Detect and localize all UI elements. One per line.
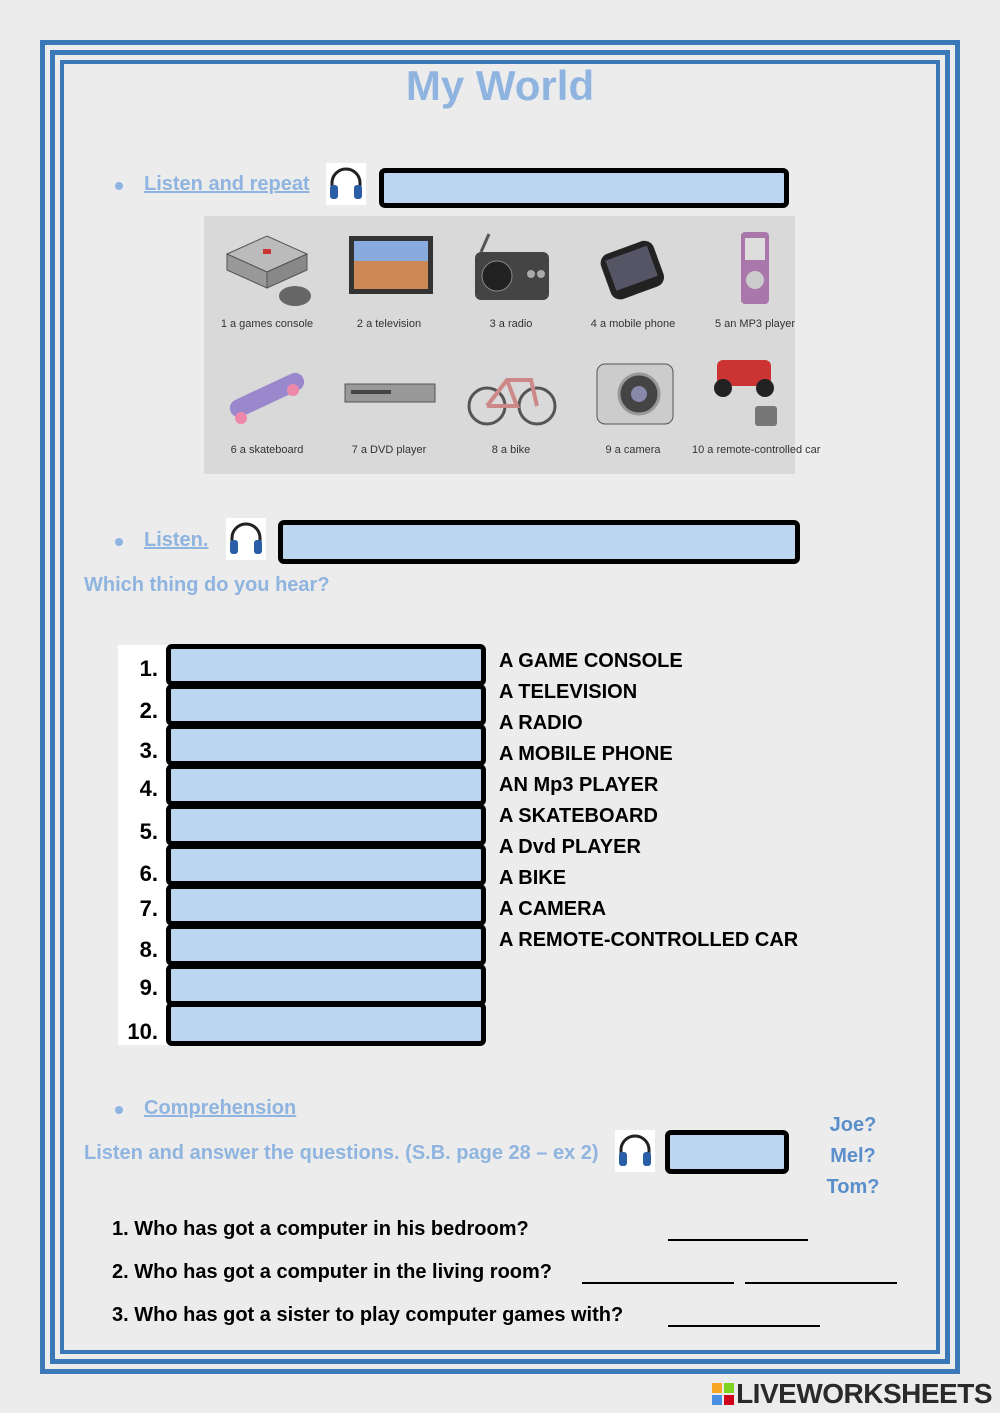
option-label: A RADIO <box>499 712 583 734</box>
headphones-icon[interactable] <box>226 518 266 560</box>
answer-blank-2b[interactable] <box>745 1282 897 1284</box>
question-3: 3. Who has got a sister to play computer games with? <box>112 1304 624 1326</box>
item-number: 5. <box>139 819 158 844</box>
logo-icon <box>712 1380 734 1402</box>
bullet-icon <box>115 182 123 190</box>
option-label: A CAMERA <box>499 898 607 920</box>
bike-icon <box>461 350 561 440</box>
which-thing-question: Which thing do you hear? <box>84 574 330 596</box>
dvd-player-icon <box>339 350 439 440</box>
answer-field-4[interactable] <box>166 764 486 806</box>
answer-field-1[interactable] <box>166 644 486 686</box>
remote-car-icon <box>697 350 797 440</box>
audio-player-field-2[interactable] <box>278 520 800 564</box>
number-column <box>118 645 168 1045</box>
picture-radio: 3 a radio <box>456 224 566 330</box>
answer-field-9[interactable] <box>166 964 486 1006</box>
skateboard-icon <box>217 350 317 440</box>
picture-dvd-player: 7 a DVD player <box>334 350 444 456</box>
item-number: 2. <box>139 698 158 723</box>
question-2: 2. Who has got a computer in the living room? <box>112 1261 553 1283</box>
answer-blank-1[interactable] <box>668 1239 808 1241</box>
option-label: AN Mp3 PLAYER <box>499 774 659 796</box>
audio-player-field-3[interactable] <box>665 1130 789 1174</box>
item-number: 7. <box>139 896 158 921</box>
option-label: A TELEVISION <box>499 681 638 703</box>
comprehension-instruction: Listen and answer the questions. (S.B. page 28 – ex 2) <box>84 1142 599 1164</box>
name-option: Tom? <box>826 1176 880 1198</box>
question-1: 1. Who has got a computer in his bedroom? <box>112 1218 529 1240</box>
answer-field-10[interactable] <box>166 1002 486 1046</box>
item-number: 8. <box>139 937 158 962</box>
answer-blank-2a[interactable] <box>582 1282 734 1284</box>
option-label: A MOBILE PHONE <box>499 743 673 765</box>
name-option: Mel? <box>830 1145 876 1167</box>
radio-icon <box>461 224 561 314</box>
option-label: A GAME CONSOLE <box>499 650 683 672</box>
picture-mobile-phone: 4 a mobile phone <box>578 224 688 330</box>
option-label: A BIKE <box>499 867 567 889</box>
section-listen-repeat-heading: Listen and repeat <box>144 173 310 195</box>
answer-blank-3[interactable] <box>668 1325 820 1327</box>
section-comprehension-heading: Comprehension <box>144 1097 297 1119</box>
picture-bike: 8 a bike <box>456 350 566 456</box>
name-options <box>815 1110 891 1203</box>
picture-remote-car: 10 a remote-controlled car <box>692 350 802 456</box>
bullet-icon <box>115 1106 123 1114</box>
vocabulary-picture-panel <box>204 216 821 474</box>
mobile-phone-icon <box>583 224 683 314</box>
page-title: My World <box>405 62 595 109</box>
item-number: 4. <box>139 776 158 801</box>
audio-player-field-1[interactable] <box>379 168 789 208</box>
answer-field-3[interactable] <box>166 724 486 766</box>
item-number: 1. <box>139 656 158 681</box>
answer-field-8[interactable] <box>166 924 486 966</box>
answer-field-5[interactable] <box>166 804 486 846</box>
picture-skateboard: 6 a skateboard <box>212 350 322 456</box>
picture-camera: 9 a camera <box>578 350 688 456</box>
camera-icon <box>583 350 683 440</box>
picture-mp3-player: 5 an MP3 player <box>700 224 810 330</box>
games-console-icon <box>217 224 317 314</box>
television-icon <box>339 224 439 314</box>
bullet-icon <box>115 538 123 546</box>
picture-television: 2 a television <box>334 224 444 330</box>
name-option: Joe? <box>829 1114 877 1136</box>
mp3-player-icon <box>705 224 805 314</box>
headphones-icon[interactable] <box>326 163 366 205</box>
picture-games-console: 1 a games console <box>212 224 322 330</box>
item-number: 9. <box>139 975 158 1000</box>
logo-text: LIVEWORKSHEETS <box>736 1378 992 1409</box>
item-number: 6. <box>139 861 158 886</box>
liveworksheets-logo <box>712 1378 992 1410</box>
option-label: A Dvd PLAYER <box>499 836 641 858</box>
answer-field-7[interactable] <box>166 884 486 926</box>
item-number: 3. <box>139 738 158 763</box>
item-number: 10. <box>127 1019 158 1044</box>
option-label: A SKATEBOARD <box>499 805 658 827</box>
answer-field-6[interactable] <box>166 844 486 886</box>
option-label: A REMOTE-CONTROLLED CAR <box>499 929 799 951</box>
section-listen-heading: Listen. <box>144 529 209 551</box>
headphones-icon[interactable] <box>615 1130 655 1172</box>
answer-field-2[interactable] <box>166 684 486 726</box>
